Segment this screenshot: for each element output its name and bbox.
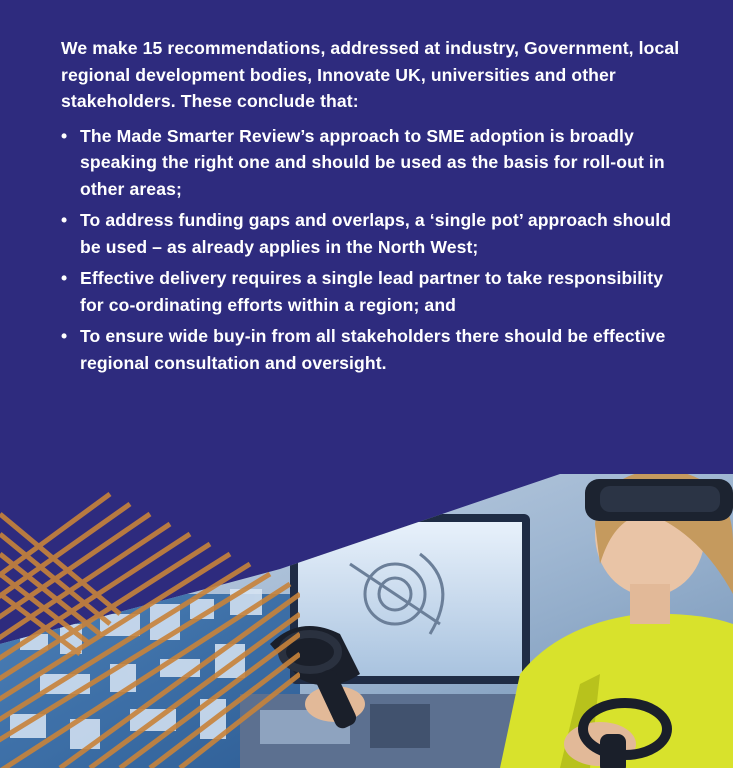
bullet-marker: • <box>61 268 68 288</box>
decorative-photo-banner <box>0 474 733 768</box>
bullet-marker: • <box>61 125 68 146</box>
list-item <box>61 207 681 260</box>
text-content <box>61 35 681 381</box>
bullet-marker: • <box>61 210 68 230</box>
list-item-text: To ensure wide buy-in from all stakeholders there should be effective regional consultation and oversight. <box>80 326 666 373</box>
recommendations-list <box>61 123 681 377</box>
list-item <box>61 323 681 376</box>
list-item-text: The Made Smarter Review’s approach to SME adoption is broadly speaking the right one and should be used as the basis for roll-out in other areas; <box>80 125 665 199</box>
list-item <box>61 123 681 203</box>
list-item-text: To address funding gaps and overlaps, a ‘single pot’ approach should be used – as already applies in the North West; <box>80 210 672 257</box>
intro-paragraph: We make 15 recommendations, addressed at industry, Government, local regional development bodies, Innovate UK, universities and other stakeholders. These conclude that: <box>61 38 680 111</box>
bullet-marker: • <box>61 326 68 346</box>
list-item <box>61 265 681 318</box>
list-item-text: Effective delivery requires a single lead partner to take responsibility for co-ordinating efforts within a region; and <box>80 268 664 315</box>
